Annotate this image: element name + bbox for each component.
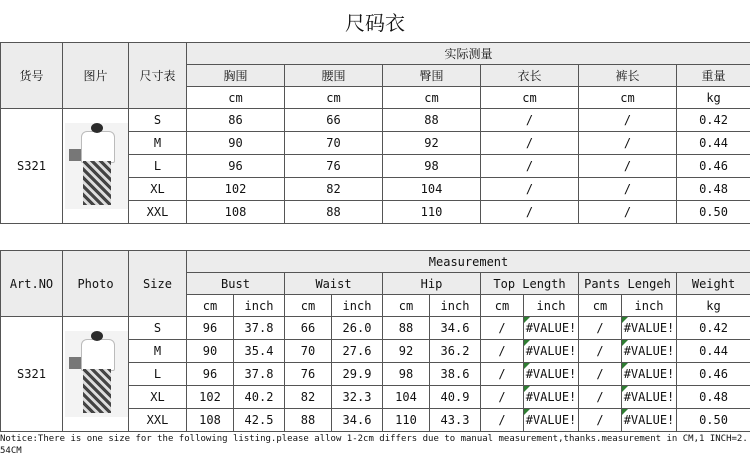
value-cell: /	[481, 178, 579, 201]
value-cell: 0.50	[677, 201, 750, 224]
error-cell: #VALUE!	[622, 386, 677, 409]
value-cell: 34.6	[332, 409, 383, 432]
size-cell: S	[129, 317, 187, 340]
item-number: S321	[1, 109, 63, 224]
header-top-length: Top Length	[481, 273, 579, 295]
header-picture: 图片	[63, 43, 129, 109]
size-cell: M	[129, 132, 187, 155]
value-cell: 37.8	[234, 317, 285, 340]
size-cell: M	[129, 340, 187, 363]
value-cell: /	[579, 201, 677, 224]
table-row	[1, 317, 750, 340]
value-cell: /	[579, 317, 622, 340]
value-cell: 108	[187, 201, 285, 224]
unit-cell: cm	[285, 295, 332, 317]
value-cell: /	[579, 109, 677, 132]
error-cell: #VALUE!	[524, 317, 579, 340]
error-cell: #VALUE!	[524, 340, 579, 363]
value-cell: /	[481, 132, 579, 155]
error-cell: #VALUE!	[524, 363, 579, 386]
size-cell: L	[129, 155, 187, 178]
size-cell: S	[129, 109, 187, 132]
value-cell: 0.48	[677, 386, 750, 409]
value-cell: 26.0	[332, 317, 383, 340]
header-pants-length: Pants Lengeh	[579, 273, 677, 295]
unit-cell: cm	[481, 87, 579, 109]
size-cell: XXL	[129, 409, 187, 432]
header-art-no: Art.NO	[1, 251, 63, 317]
value-cell: 0.42	[677, 317, 750, 340]
value-cell: /	[481, 386, 524, 409]
value-cell: 37.8	[234, 363, 285, 386]
value-cell: 36.2	[430, 340, 481, 363]
unit-cell: cm	[579, 295, 622, 317]
header-hip: 臀围	[383, 65, 481, 87]
unit-cell: cm	[187, 295, 234, 317]
unit-cell: inch	[332, 295, 383, 317]
unit-cell: inch	[622, 295, 677, 317]
product-photo	[63, 109, 129, 224]
value-cell: 76	[285, 363, 332, 386]
header-waist: Waist	[285, 273, 383, 295]
unit-cell: cm	[383, 87, 481, 109]
unit-cell: cm	[383, 295, 430, 317]
header-size-table: 尺寸表	[129, 43, 187, 109]
value-cell: /	[579, 155, 677, 178]
value-cell: 102	[187, 386, 234, 409]
value-cell: 34.6	[430, 317, 481, 340]
value-cell: 102	[187, 178, 285, 201]
header-waist: 腰围	[285, 65, 383, 87]
header-length: 衣长	[481, 65, 579, 87]
size-table-en	[0, 250, 750, 432]
value-cell: 40.9	[430, 386, 481, 409]
value-cell: 0.48	[677, 178, 750, 201]
value-cell: /	[481, 201, 579, 224]
value-cell: /	[481, 409, 524, 432]
header-pants-length: 裤长	[579, 65, 677, 87]
error-cell: #VALUE!	[622, 317, 677, 340]
error-cell: #VALUE!	[524, 386, 579, 409]
header-hip: Hip	[383, 273, 481, 295]
unit-cell: cm	[285, 87, 383, 109]
value-cell: 40.2	[234, 386, 285, 409]
value-cell: 96	[187, 363, 234, 386]
value-cell: 86	[187, 109, 285, 132]
value-cell: 88	[383, 109, 481, 132]
unit-cell: kg	[677, 87, 750, 109]
value-cell: 66	[285, 317, 332, 340]
value-cell: 88	[383, 317, 430, 340]
header-bust: Bust	[187, 273, 285, 295]
value-cell: /	[579, 363, 622, 386]
table-row	[1, 109, 750, 132]
value-cell: 88	[285, 201, 383, 224]
unit-cell: inch	[524, 295, 579, 317]
value-cell: /	[481, 155, 579, 178]
value-cell: 38.6	[430, 363, 481, 386]
value-cell: /	[481, 363, 524, 386]
value-cell: 0.44	[677, 132, 750, 155]
error-cell: #VALUE!	[622, 363, 677, 386]
value-cell: 42.5	[234, 409, 285, 432]
art-number: S321	[1, 317, 63, 432]
size-cell: L	[129, 363, 187, 386]
value-cell: 104	[383, 386, 430, 409]
measurement-notice: Notice:There is one size for the following listing.please allow 1-2cm differs due to manual measurement,thanks.measurement in CM,1 INCH=2.54CM	[0, 434, 748, 456]
value-cell: /	[481, 317, 524, 340]
header-actual-measure: 实际测量	[187, 43, 750, 65]
unit-cell: cm	[481, 295, 524, 317]
page-title: 尺码衣	[345, 10, 405, 35]
value-cell: /	[481, 340, 524, 363]
value-cell: 108	[187, 409, 234, 432]
size-cell: XXL	[129, 201, 187, 224]
header-chest: 胸围	[187, 65, 285, 87]
value-cell: 32.3	[332, 386, 383, 409]
value-cell: 0.46	[677, 363, 750, 386]
value-cell: 88	[285, 409, 332, 432]
unit-cell: inch	[234, 295, 285, 317]
value-cell: 96	[187, 317, 234, 340]
header-weight: Weight	[677, 273, 750, 295]
value-cell: 92	[383, 340, 430, 363]
value-cell: 70	[285, 340, 332, 363]
size-cell: XL	[129, 386, 187, 409]
value-cell: 70	[285, 132, 383, 155]
value-cell: 82	[285, 386, 332, 409]
header-photo: Photo	[63, 251, 129, 317]
value-cell: 96	[187, 155, 285, 178]
value-cell: 0.46	[677, 155, 750, 178]
product-photo	[63, 317, 129, 432]
value-cell: 92	[383, 132, 481, 155]
header-size: Size	[129, 251, 187, 317]
size-table-cn	[0, 42, 750, 224]
error-cell: #VALUE!	[524, 409, 579, 432]
value-cell: /	[481, 109, 579, 132]
value-cell: 82	[285, 178, 383, 201]
unit-cell: kg	[677, 295, 750, 317]
size-cell: XL	[129, 178, 187, 201]
value-cell: 66	[285, 109, 383, 132]
header-weight: 重量	[677, 65, 750, 87]
value-cell: 29.9	[332, 363, 383, 386]
value-cell: 104	[383, 178, 481, 201]
unit-cell: cm	[579, 87, 677, 109]
value-cell: 0.50	[677, 409, 750, 432]
value-cell: 90	[187, 340, 234, 363]
value-cell: /	[579, 132, 677, 155]
header-item-no: 货号	[1, 43, 63, 109]
value-cell: /	[579, 409, 622, 432]
error-cell: #VALUE!	[622, 340, 677, 363]
value-cell: 98	[383, 363, 430, 386]
value-cell: 110	[383, 409, 430, 432]
unit-cell: inch	[430, 295, 481, 317]
value-cell: 27.6	[332, 340, 383, 363]
unit-cell: cm	[187, 87, 285, 109]
header-measurement: Measurement	[187, 251, 750, 273]
value-cell: 90	[187, 132, 285, 155]
value-cell: 0.44	[677, 340, 750, 363]
value-cell: 0.42	[677, 109, 750, 132]
value-cell: /	[579, 340, 622, 363]
error-cell: #VALUE!	[622, 409, 677, 432]
value-cell: 35.4	[234, 340, 285, 363]
value-cell: 98	[383, 155, 481, 178]
value-cell: 76	[285, 155, 383, 178]
value-cell: /	[579, 178, 677, 201]
value-cell: 43.3	[430, 409, 481, 432]
value-cell: /	[579, 386, 622, 409]
value-cell: 110	[383, 201, 481, 224]
